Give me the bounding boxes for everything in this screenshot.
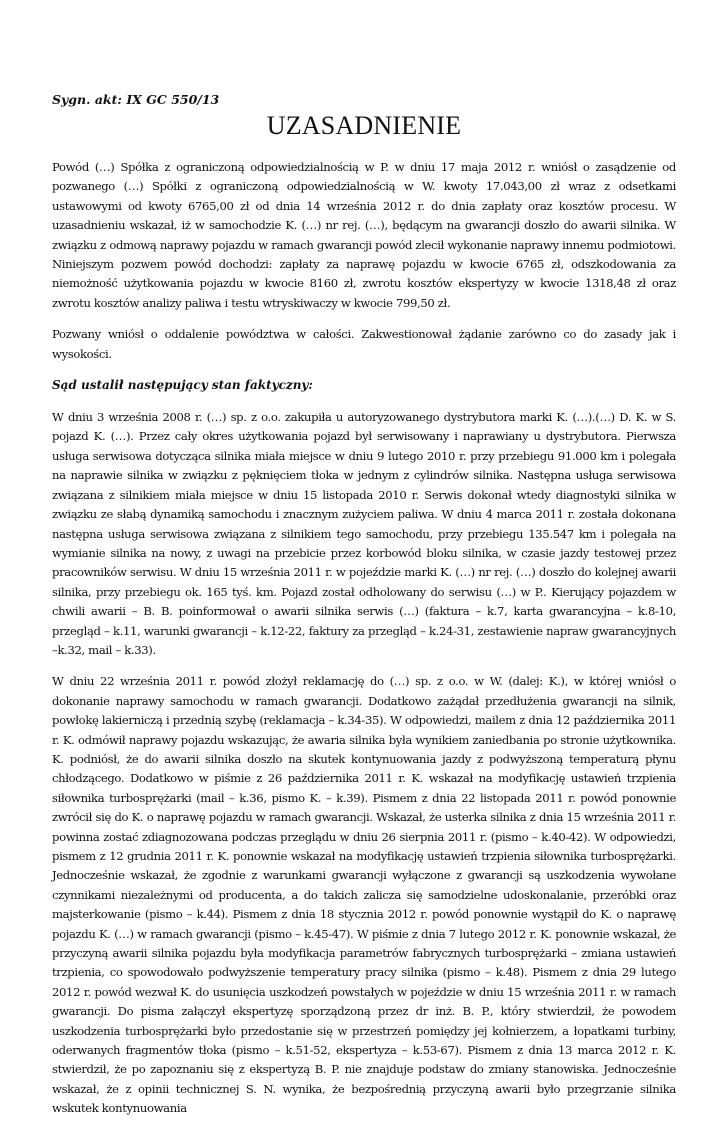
document-page [52,92,676,1131]
case-signature: Sygn. akt: IX GC 550/13 [52,92,220,107]
paragraph-facts-2: W dniu 22 września 2011 r. powód złożył reklamację do (…) sp. z o.o. w W. (dalej: K.), w której wniósł o dokonanie naprawy samochodu w ramach gwarancji. Dodatkowo zażądał przedłużenia gwarancji na silnik, powłokę lakierniczą i przednią szybę (reklamacja – k.34-35). W odpowiedzi, mailem z dnia 12 października 2011 r. K. odmówił naprawy pojazdu wskazując, że awaria silnika była wynikiem zaniedbania po stronie użytkownika. K. podniósł, że do awarii silnika doszło na skutek kontynuowania jazdy z podwyższoną temperaturą płynu chłodzącego. Dodatkowo w piśmie z 26 października 2011 r. K. wskazał na modyfikację ustawień trzpienia siłownika turbosprężarki (mail – k.36, pismo K. – k.39). Pismem z dnia 22 listopada 2011 r. powód ponownie zwrócił się do K. o naprawę pojazdu w ramach gwarancji. Wskazał, że usterka silnika z dnia 15 września 2011 r. powinna zostać zdiagnozowana podczas przeglądu w dniu 26 sierpnia 2011 r. (pismo – k.40-42). W odpowiedzi, pismem z 12 grudnia 2011 r. K. ponownie wskazał na modyfikację ustawień trzpienia siłownika turbosprężarki. Jednocześnie wskazał, że zgodnie z warunkami gwarancji wyłączone z gwarancji są uszkodzenia wywołane czynnikami niezależnymi od producenta, a do takich zalicza się samodzielne udoskonalanie, przeróbki oraz majsterkowanie (pismo – k.44). Pismem z dnia 18 stycznia 2012 r. powód ponownie wystąpił do K. o naprawę pojazdu K. (…) w ramach gwarancji (pismo – k.45-47). W piśmie z dnia 7 lutego 2012 r. K. ponownie wskazał, że przyczyną awarii silnika pojazdu była modyfikacja parametrów fabrycznych turbosprężarki – zmiana ustawień trzpienia, co spowodowało podwyższenie temperatury pracy silnika (pismo – k.48). Pismem z dnia 29 lutego 2012 r. powód wezwał K. do usunięcia uszkodzeń powstałych w pojeździe w dniu 15 września 2011 r. w ramach gwarancji. Do pisma załączył ekspertyzę sporządzoną przez dr inż. B. P., który stwierdził, że powodem uszkodzenia turbosprężarki było przedostanie się w przestrzeń pomiędzy jej kołnierzem, a łopatkami turbiny, oderwanych fragmentów tłoka (pismo – k.51-52, ekspertyza – k.53-67). Pismem z dnia 13 marca 2012 r. K. stwierdził, że po zapoznaniu się z ekspertyzą B. P. nie znajduje podstaw do zmiany stanowiska. Jednocześnie wskazał, że z opinii technicznej S. N. wynika, że bezpośrednią przyczyną awarii było przegrzanie silnika wskutek kontynuowania [52,674,676,1116]
paragraph-facts-1: W dniu 3 września 2008 r. (…) sp. z o.o. zakupiła u autoryzowanego dystrybutora marki K. (…).(…) D. K. w S. pojazd K. (…). Przez cały okres użytkowania pojazd był serwisowany i naprawiany u dystrybutora. Pierwsza usługa serwisowa dotycząca silnika miała miejsce w dniu 9 lutego 2010 r. przy przebiegu 91.000 km i polegała na naprawie silnika w związku z pęknięciem tłoka w jednym z cylindrów silnika. Następna usługa serwisowa związana z silnikiem miała miejsce w dniu 15 listopada 2010 r. Serwis dokonał wtedy diagnostyki silnika w związku ze słabą dynamiką samochodu i znacznym zużyciem paliwa. W dniu 4 marca 2011 r. została dokonana następna usługa serwisowa związana z silnikiem tego samochodu, przy przebiegu 135.547 km i polegała na wymianie silnika na nowy, z uwagi na przebicie przez korbowód bloku silnika, w czasie jazdy testowej przez pracowników serwisu. W dniu 15 września 2011 r. w pojeździe marki K. (…) nr rej. (…) doszło do kolejnej awarii silnika, przy przebiegu ok. 165 tyś. km. Pojazd został odholowany do serwisu (…) w P.. Kierujący pojazdem w chwili awarii – B. B. poinformował o awarii silnika serwis (…) (faktura – k.7, karta gwarancyjna – k.8-10, przegląd – k.11, warunki gwarancji – k.12-22, faktury za przegląd – k.24-31, zestawienie napraw gwarancyjnych –k.32, mail – k.33). [52,410,676,657]
document-title: UZASADNIENIE [266,111,462,140]
section-heading-facts: Sąd ustalił następujący stan faktyczny: [52,378,313,393]
paragraph-defense: Pozwany wniósł o oddalenie powództwa w całości. Zakwestionował żądanie zarówno co do zasady jak i wysokości. [52,327,676,361]
paragraph-claim: Powód (…) Spółka z ograniczoną odpowiedzialnością w P. w dniu 17 maja 2012 r. wniósł o zasądzenie od pozwanego (…) Spółki z ograniczoną odpowiedzialnością w W. kwoty 17.043,00 zł wraz z odsetkami ustawowymi od kwoty 6765,00 zł od dnia 14 września 2012 r. do dnia zapłaty oraz kosztów procesu. W uzasadnieniu wskazał, iż w samochodzie K. (…) nr rej. (…), będącym na gwarancji doszło do awarii silnika. W związku z odmową naprawy pojazdu w ramach gwarancji powód zlecił wykonanie naprawy innemu podmiotowi. Niniejszym pozwem powód dochodzi: zapłaty za naprawę pojazdu w kwocie 6765 zł, odszkodowania za niemożność użytkowania pojazdu w kwocie 8160 zł, zwrotu kosztów ekspertyzy w kwocie 1318,48 zł oraz zwrotu kosztów analizy paliwa i testu wtryskiwaczy w kwocie 799,50 zł. [52,160,676,310]
